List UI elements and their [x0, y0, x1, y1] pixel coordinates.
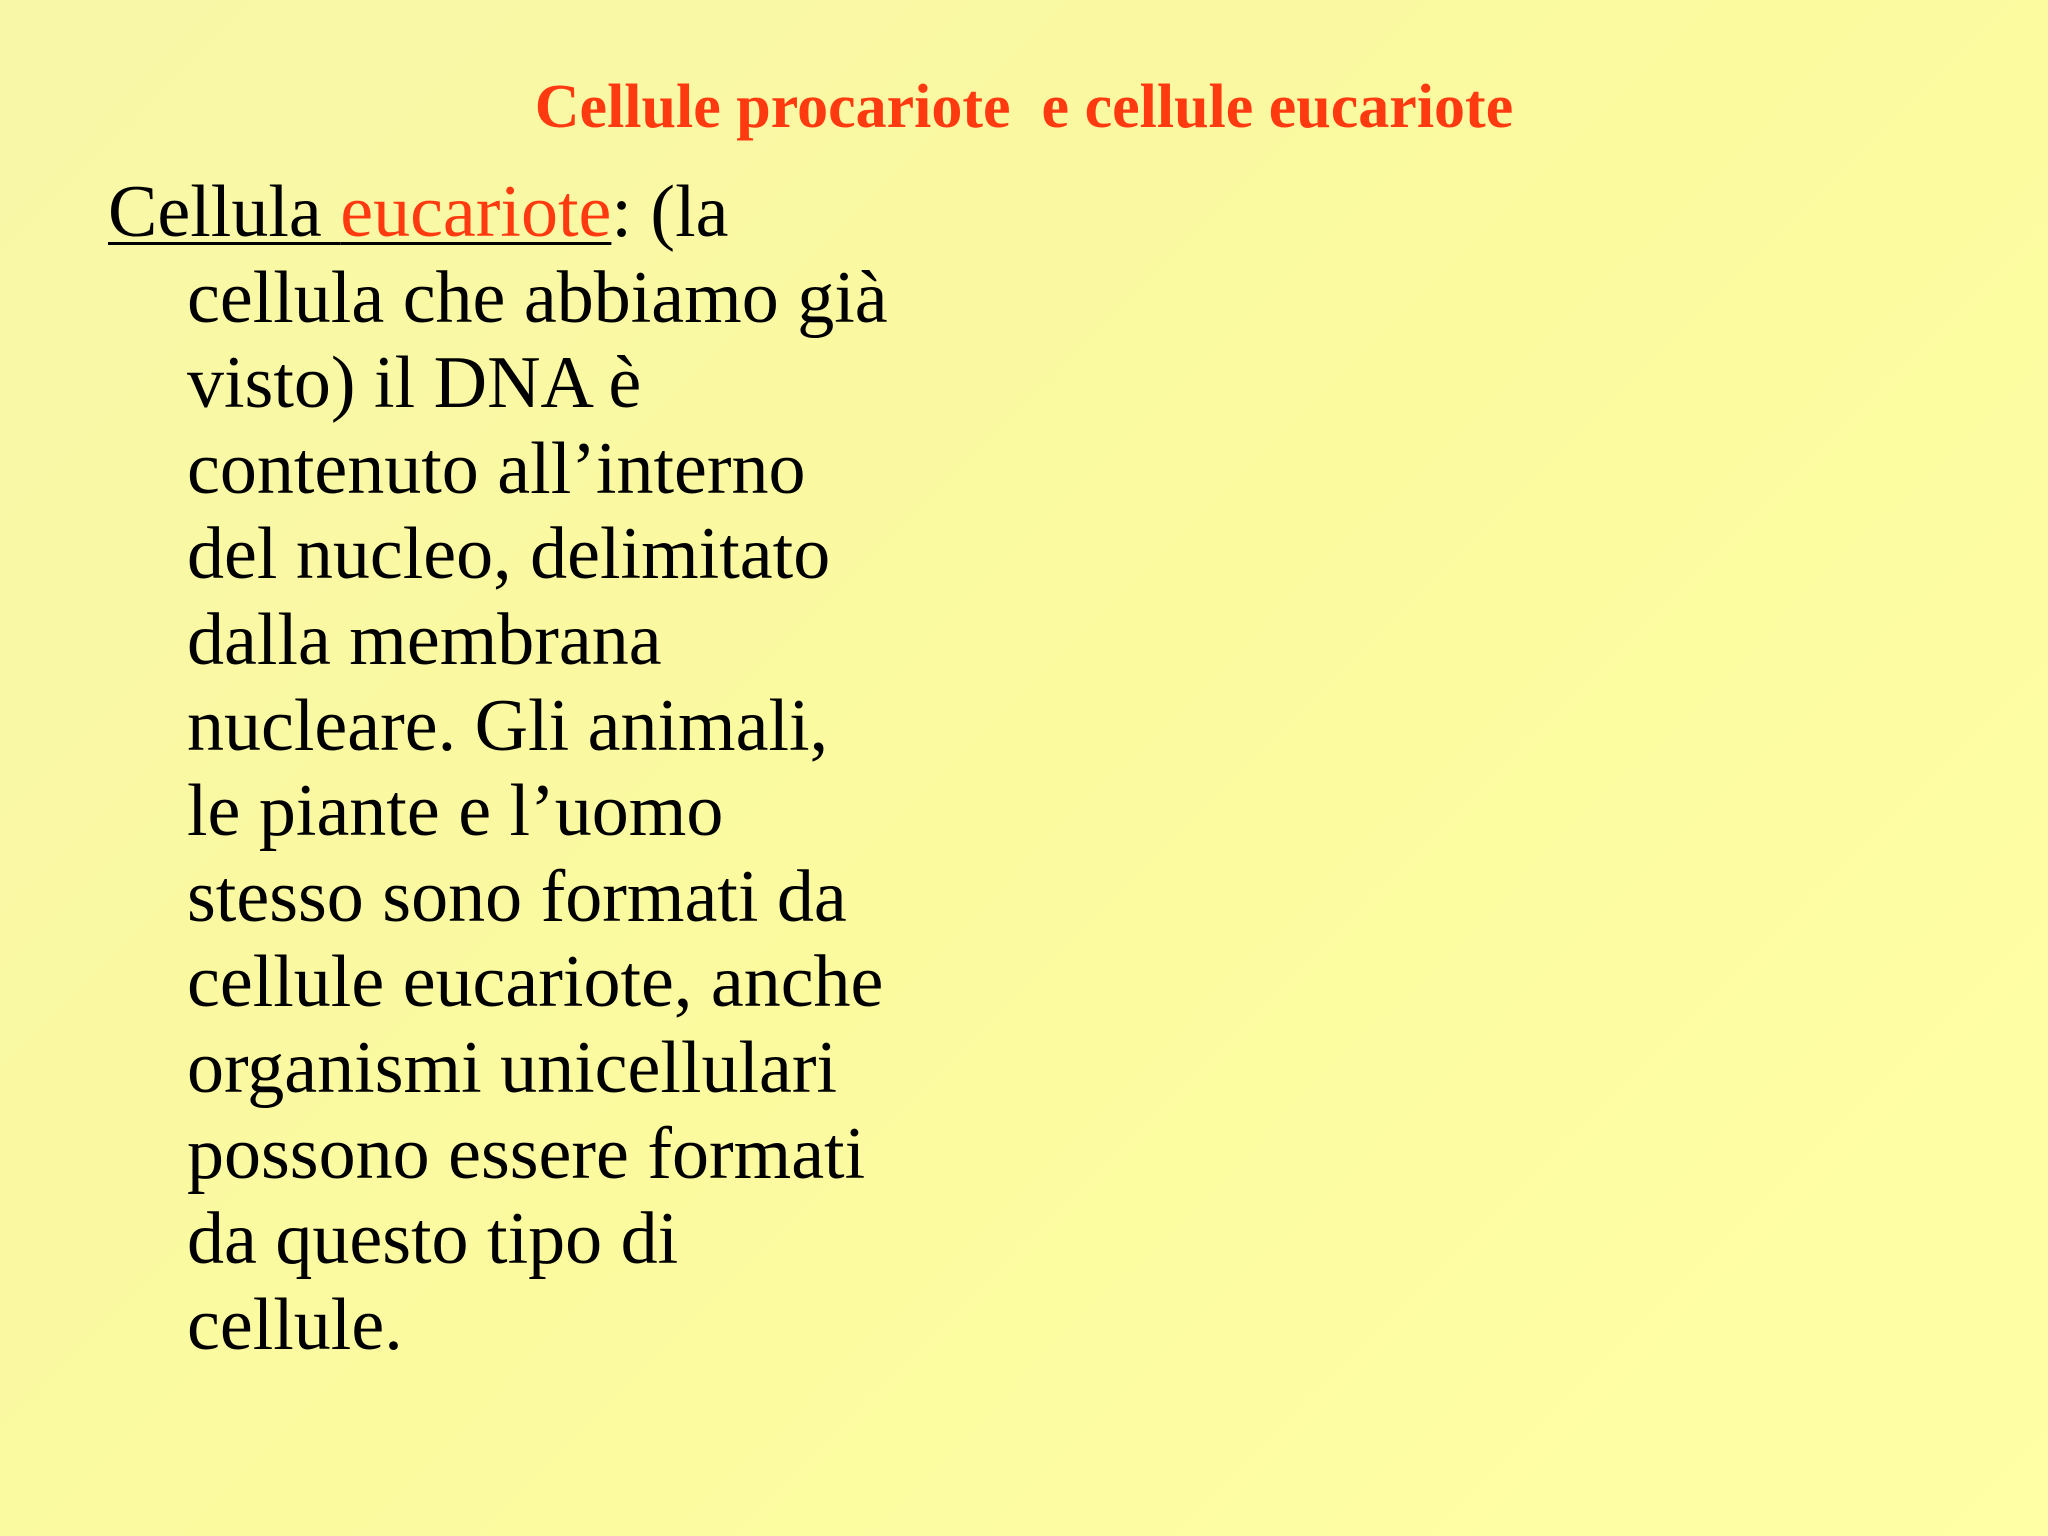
- body-line-14: cellule.: [187, 1283, 403, 1366]
- body-line-1: : (la: [611, 171, 729, 253]
- slide-title: Cellule procariote e cellule eucariote: [534, 73, 1514, 141]
- body-line-7: nucleare. Gli animali,: [187, 684, 829, 767]
- body-line-10: cellule eucariote, anche: [187, 941, 884, 1024]
- body-line-5: del nucleo, delimitato: [187, 513, 831, 596]
- body-line-12: possono essere formati: [187, 1112, 866, 1195]
- slide-body: [108, 170, 1008, 1368]
- term-highlight: eucariote: [340, 171, 612, 253]
- body-line-4: contenuto all’interno: [187, 427, 806, 510]
- body-line-2: cellula che abbiamo già: [187, 256, 888, 339]
- body-line-11: organismi unicellulari: [187, 1026, 838, 1109]
- body-line-8: le piante e l’uomo: [187, 770, 724, 853]
- body-line-13: da questo tipo di: [187, 1198, 679, 1281]
- body-paragraph: [108, 170, 1008, 1368]
- body-line-3: visto) il DNA è: [187, 342, 642, 425]
- term-label: Cellula: [108, 171, 341, 253]
- body-line-9: stesso sono formati da: [187, 855, 847, 938]
- body-line-6: dalla membrana: [187, 598, 662, 681]
